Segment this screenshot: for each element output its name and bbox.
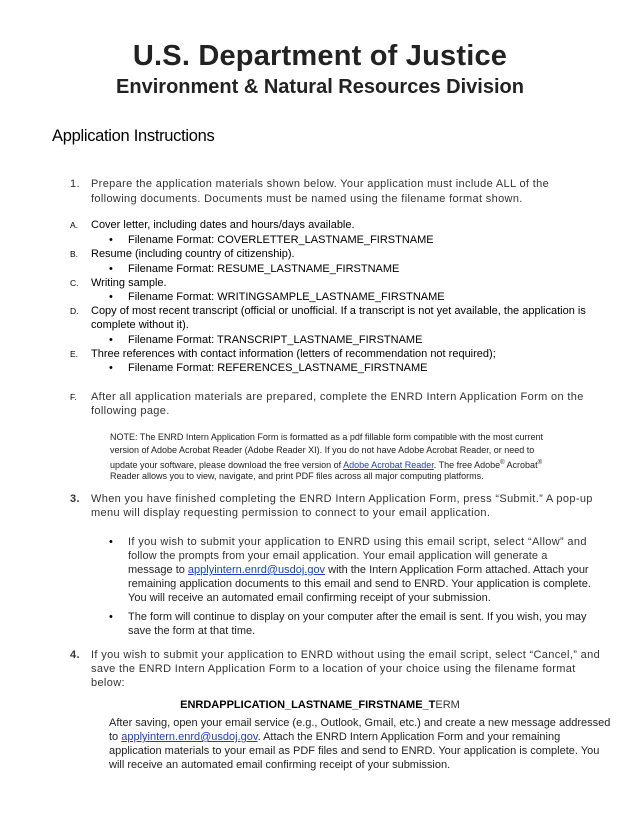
after-line2 xyxy=(109,730,560,745)
after-line1: After saving, open your email service (e.g., Outlook, Gmail, etc.) and create a new message addressed xyxy=(109,717,611,729)
step-3-number: 3. xyxy=(70,493,80,505)
item-c-format: Filename Format: WRITINGSAMPLE_LASTNAME_FIRSTNAME xyxy=(128,291,445,303)
step-4-line1: If you wish to submit your application to ENRD without using the email script, select “Cancel,” and xyxy=(91,649,601,661)
bullet: • xyxy=(109,611,113,623)
item-a-letter: A. xyxy=(70,220,79,230)
item-e-text: Three references with contact information (letters of recommendation not required); xyxy=(91,348,496,360)
after-line2-post: . Attach the ENRD Intern Application Form and your remaining xyxy=(257,731,561,743)
filename-main: ENRDAPPLICATION_LASTNAME_FIRSTNAME_T xyxy=(180,699,436,711)
allow-line4: remaining application documents to this email and send to ENRD. Your application is complete. xyxy=(128,578,591,590)
allow-line1: If you wish to submit your application to ENRD using this email script, select “Allow” and xyxy=(128,536,587,548)
step-4-line2: save the ENRD Intern Application Form to a location of your choice using the filename format xyxy=(91,663,576,675)
allow-line5: You will receive an automated email confirming receipt of your submission. xyxy=(128,592,491,604)
note-line3-post-a: . The free Adobe xyxy=(433,460,501,470)
allow-line3-post: with the Intern Application Form attached. Attach your xyxy=(325,564,589,576)
item-b-letter: B. xyxy=(70,249,79,259)
step-4-line3: below: xyxy=(91,677,125,689)
email-link[interactable]: applyintern.enrd@usdoj.gov xyxy=(187,564,326,576)
allow-line3-pre: message to xyxy=(128,564,188,576)
save-form-line1: The form will continue to display on your computer after the email is sent. If you wish, you may xyxy=(128,611,587,623)
item-e-letter: E. xyxy=(70,349,79,359)
step-1-text: Prepare the application materials shown below. Your application must include ALL of the following documents. Documents must be named using the filename format shown. xyxy=(91,178,550,205)
item-d-letter: D. xyxy=(70,306,79,316)
bullet: • xyxy=(109,334,113,346)
note-line2: version of Adobe Acrobat Reader (Adobe Reader XI). If you do not have Adobe Acrobat Reader, or need to xyxy=(110,445,535,455)
item-c-letter: C. xyxy=(70,278,79,288)
after-line2-pre: to xyxy=(109,731,122,743)
after-line4: will receive an automated email confirming receipt of your submission. xyxy=(109,759,451,771)
step-3-line1: When you have finished completing the ENRD Intern Application Form, press “Submit.” A pop-up xyxy=(91,493,593,505)
note-line3-post-b: Acrobat xyxy=(504,460,538,470)
note-line3-pre: update your software, please download the free version of xyxy=(110,460,344,470)
page-subtitle: Environment & Natural Resources Division xyxy=(116,76,524,98)
item-f-line1: After all application materials are prepared, complete the ENRD Intern Application Form on the xyxy=(91,391,584,403)
filename-format xyxy=(0,698,640,713)
item-a-format: Filename Format: COVERLETTER_LASTNAME_FIRSTNAME xyxy=(128,234,434,246)
item-b-format: Filename Format: RESUME_LASTNAME_FIRSTNAME xyxy=(128,263,400,275)
note-line4: Reader allows you to view, navigate, and print PDF files across all major computing platforms. xyxy=(110,471,484,481)
note-line1: NOTE: The ENRD Intern Application Form is formatted as a pdf fillable form compatible with the most current xyxy=(110,432,544,442)
page-title: U.S. Department of Justice xyxy=(132,40,508,72)
bullet: • xyxy=(109,291,113,303)
save-form-line2: save the form at that time. xyxy=(128,625,256,637)
item-f-line2: following page. xyxy=(91,405,170,417)
allow-line2: follow the prompts from your email application. Your email application will generate a xyxy=(128,550,548,562)
step-3-line2: menu will display requesting permission to connect to your email application. xyxy=(91,507,491,519)
item-d-text-line1: Copy of most recent transcript (official or unofficial. If a transcript is not yet available, the application is xyxy=(91,305,586,317)
section-title: Application Instructions xyxy=(52,127,215,145)
item-b-text: Resume (including country of citizenship). xyxy=(91,248,295,260)
item-d-text-line2: complete without it). xyxy=(91,319,189,331)
item-e-format: Filename Format: REFERENCES_LASTNAME_FIRSTNAME xyxy=(128,362,428,374)
bullet: • xyxy=(109,263,113,275)
bullet: • xyxy=(109,362,113,374)
after-line3: application materials to your email as PDF files and send to ENRD. Your application is complete. You xyxy=(109,745,600,757)
adobe-reader-link[interactable]: Adobe Acrobat Reader xyxy=(343,460,434,470)
bullet: • xyxy=(109,536,113,548)
item-d-format: Filename Format: TRANSCRIPT_LASTNAME_FIRSTNAME xyxy=(128,334,423,346)
filename-tail: ERM xyxy=(435,699,460,711)
item-f-letter: F. xyxy=(70,392,77,402)
registered-mark: ® xyxy=(500,460,505,466)
item-a-text: Cover letter, including dates and hours/days available. xyxy=(91,219,355,231)
allow-line3 xyxy=(128,563,589,578)
step-1-number: 1. xyxy=(70,178,80,190)
email-link[interactable]: applyintern.enrd@usdoj.gov xyxy=(121,731,258,743)
registered-mark: ® xyxy=(537,460,542,466)
step-4-number: 4. xyxy=(70,649,80,661)
bullet: • xyxy=(109,234,113,246)
item-c-text: Writing sample. xyxy=(91,277,167,289)
